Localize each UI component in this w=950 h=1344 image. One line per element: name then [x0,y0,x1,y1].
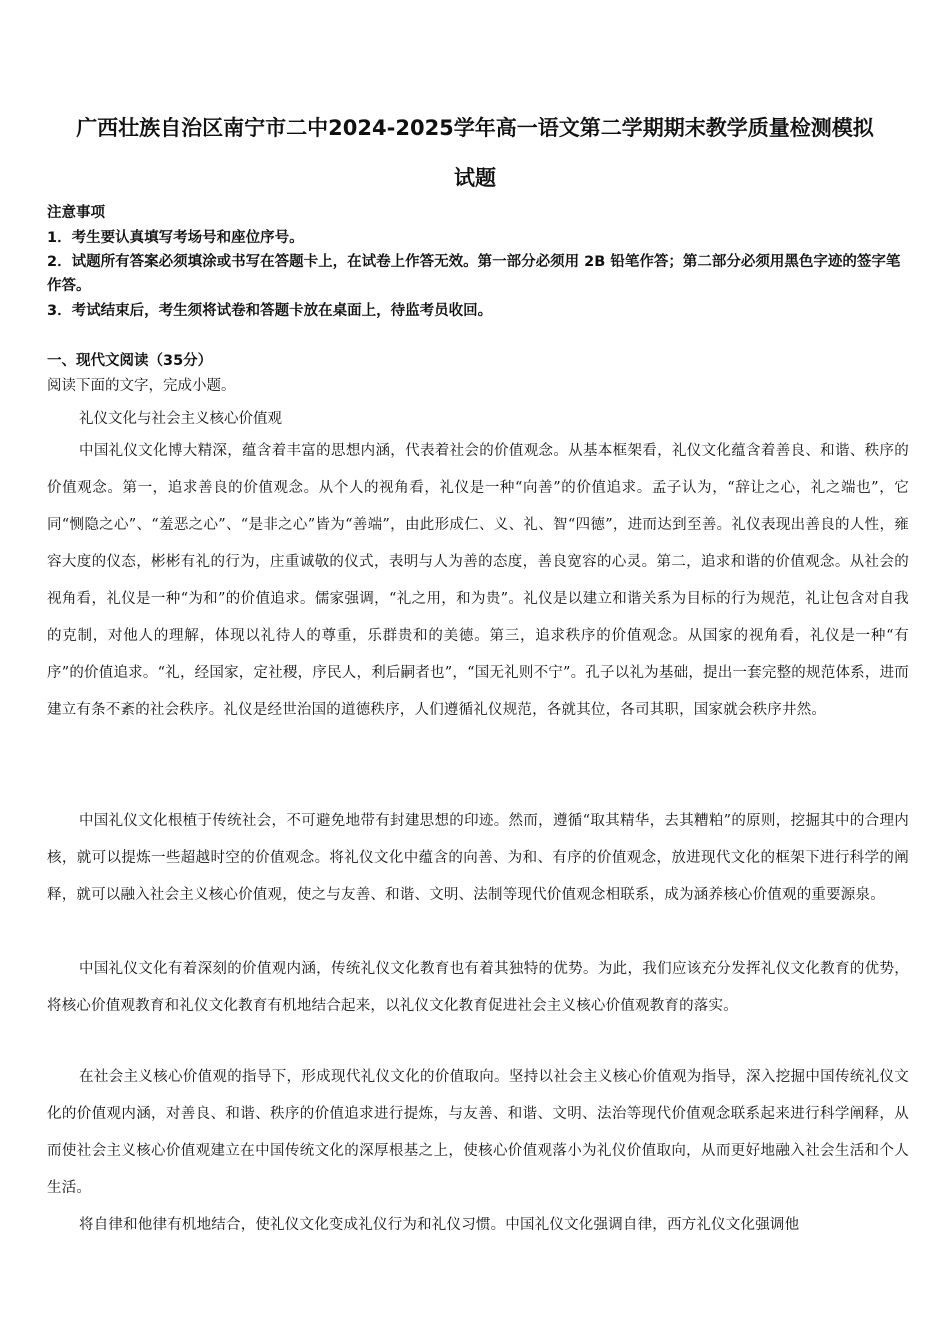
article-paragraph: 在社会主义核心价值观的指导下，形成现代礼仪文化的价值取向。坚持以社会主义核心价值观为指导，深入挖掘中国传统礼仪文化的价值观内涵，对善良、和谐、秩序的价值追求进行提炼，与友善、和谐、文明、法治等现代价值观念联系起来进行科学阐释，从而使社会主义核心价值观建立在中国传统文化的深厚根基之上，使核心价值观落小为礼仪价值取向，从而更好地融入社会生活和个人生活。 [47,1069,909,1196]
notice-heading: 注意事项 [47,205,105,221]
section-heading: 一、现代文阅读（35分） [47,353,213,369]
article-title: 礼仪文化与社会主义核心价值观 [79,411,282,427]
notice-item-2: 2．试题所有答案必须填涂或书写在答题卡上，在试卷上作答无效。第一部分必须用 2B 铅笔作答；第二部分必须用黑色字迹的签字笔作答。 [47,254,901,294]
reading-instruction: 阅读下面的文字，完成小题。 [47,378,236,394]
article-paragraph: 中国礼仪文化博大精深，蕴含着丰富的思想内涵，代表着社会的价值观念。从基本框架看，礼仪文化蕴含着善良、和谐、秩序的价值观念。第一，追求善良的价值观念。从个人的视角看，礼仪是一种“向善”的价值追求。孟子认为，“辞让之心，礼之端也”，它同“恻隐之心”、“羞恶之心”、“是非之心”皆为“善端”，由此形成仁、义、礼、智“四德”，进而达到至善。礼仪表现出善良的人性，雍容大度的仪态，彬彬有礼的行为，庄重诚敬的仪式，表明与人为善的态度，善良宽容的心灵。第二，追求和谐的价值观念。从社会的视角看，礼仪是一种“为和”的价值追求。儒家强调，“礼之用，和为贵”。礼仪是以建立和谐关系为目标的行为规范，礼让包含对自我的克制，对他人的理解，体现以礼待人的尊重，乐群贵和的美德。第三，追求秩序的价值观念。从国家的视角看，礼仪是一种“有序”的价值追求。“礼，经国家，定社稷，序民人，利后嗣者也”，“国无礼则不宁”。孔子以礼为基础，提出一套完整的规范体系，进而建立有条不紊的社会秩序。礼仪是经世治国的道德秩序，人们遵循礼仪规范，各就其位，各司其职，国家就会秩序井然。 [47,443,909,718]
notice-item-1: 1．考生要认真填写考场号和座位序号。 [47,230,304,246]
article-paragraph: 中国礼仪文化根植于传统社会，不可避免地带有封建思想的印迹。然而，遵循“取其精华，去其糟粕”的原则，挖掘其中的合理内核，就可以提炼一些超越时空的价值观念。将礼仪文化中蕴含的向善、为和、有序的价值观念，放进现代文化的框架下进行科学的阐释，就可以融入社会主义核心价值观，使之与友善、和谐、文明、法制等现代价值观念相联系，成为涵养核心价值观的重要源泉。 [47,813,909,903]
article-paragraph: 将自律和他律有机地结合，使礼仪文化变成礼仪行为和礼仪习惯。中国礼仪文化强调自律，西方礼仪文化强调他 [79,1217,800,1233]
notice-item-3: 3．考试结束后，考生须将试卷和答题卡放在桌面上，待监考员收回。 [47,303,493,319]
article-paragraph: 中国礼仪文化有着深刻的价值观内涵，传统礼仪文化教育也有着其独特的优势。为此，我们应该充分发挥礼仪文化教育的优势，将核心价值观教育和礼仪文化教育有机地结合起来，以礼仪文化教育促进社会主义核心价值观教育的落实。 [47,961,909,1014]
document-title-line2: 试题 [454,166,496,190]
document-title-line1: 广西壮族自治区南宁市二中2024-2025学年高一语文第二学期期末教学质量检测模拟 [76,116,874,140]
